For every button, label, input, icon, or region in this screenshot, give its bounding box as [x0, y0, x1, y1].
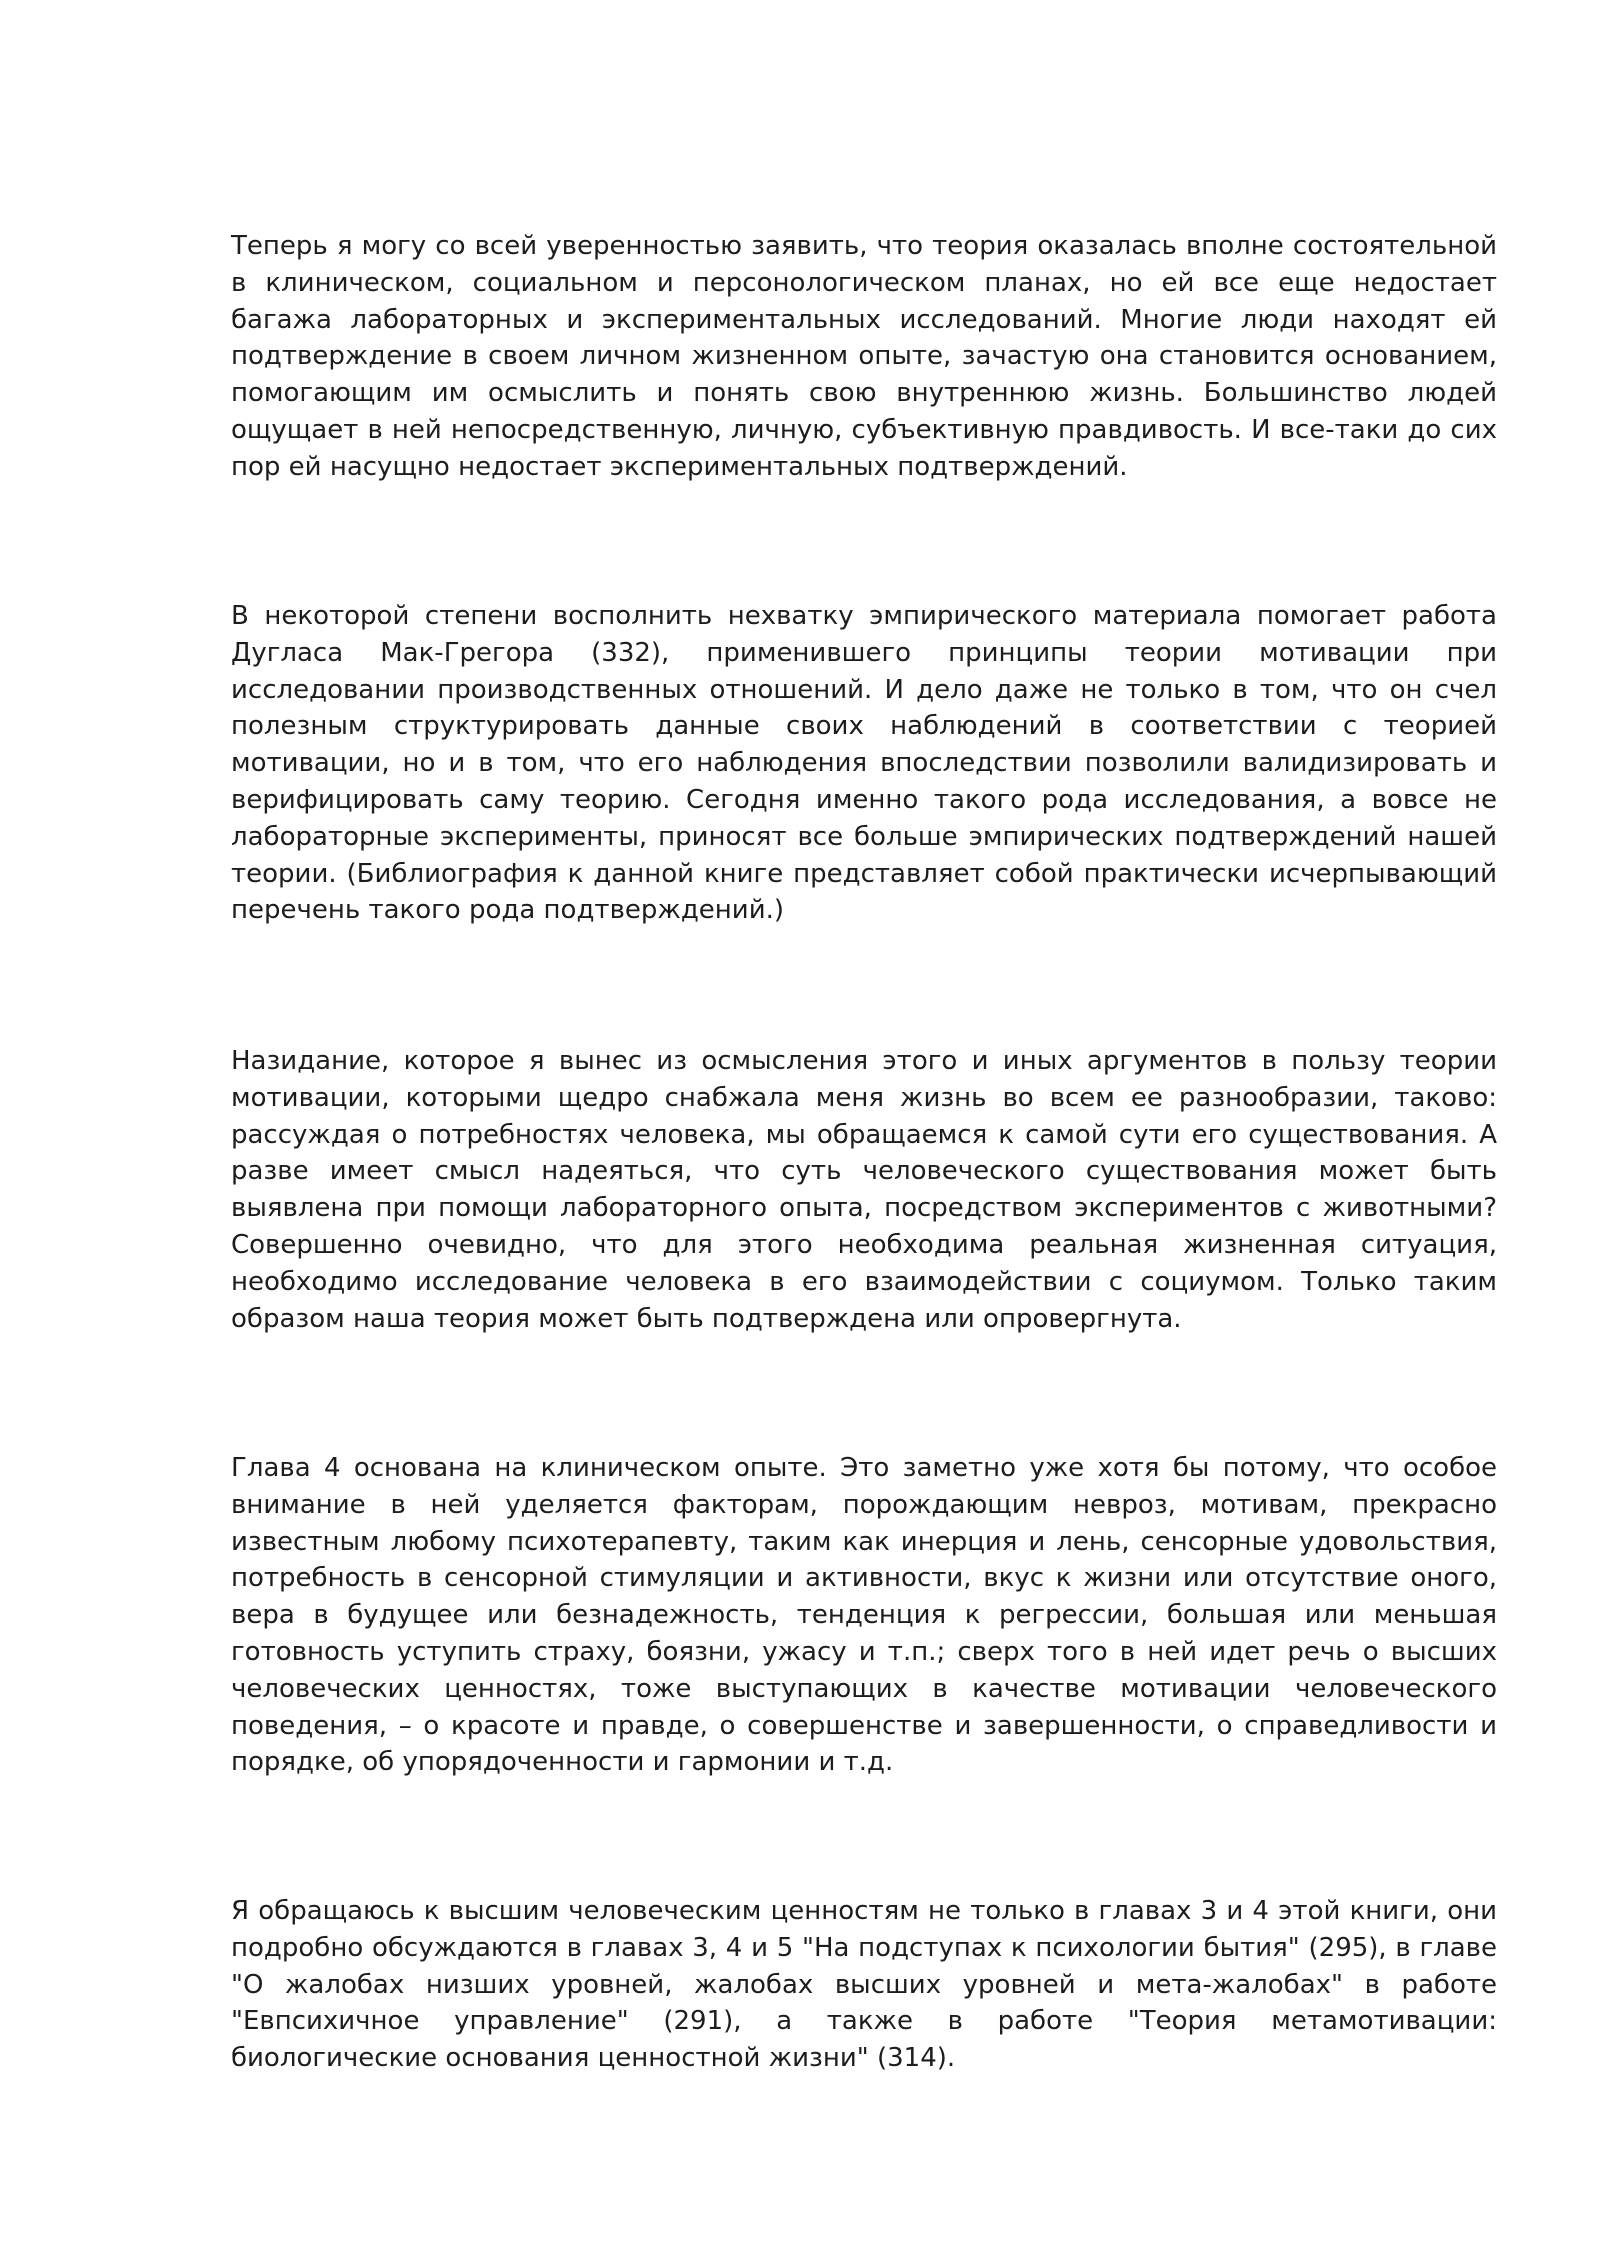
paragraph-4: Глава 4 основана на клиническом опыте. Это заметно уже хотя бы потому, что особое внимание в ней уделяется факторам, порождающим невроз, мотивам, прекрасно известным любому психотерапевту, таким как инерция и лень, сенсорные удовольствия, потребность в сенсорной стимуляции и активности, вкус к жизни или отсутствие оного, вера в будущее или безнадежность, тенденция к регрессии, большая или меньшая готовность уступить страху, боязни, ужасу и т.п.; сверх того в ней идет речь о высших человеческих ценностях, тоже выступающих в качестве мотивации человеческого поведения, – о красоте и правде, о совершенстве и завершенности, о справедливости и порядке, об упорядоченности и гармонии и т.д.	[231, 1453, 1497, 1778]
paragraph-5: Я обращаюсь к высшим человеческим ценностям не только в главах 3 и 4 этой книги, они подробно обсуждаются в главах 3, 4 и 5 "На подступах к психологии бытия" (295), в главе "О жалобах низших уровней, жалобах высших уровней и мета-жалобах" в работе "Евпсихичное управление" (291), а также в работе "Теория метамотивации: биологические основания ценностной жизни" (314).	[231, 1896, 1497, 2074]
paragraph-1: Теперь я могу со всей уверенностью заявить, что теория оказалась вполне состоятельной в клиническом, социальном и персонологическом планах, но ей все еще недостает багажа лабораторных и экспериментальных исследований. Многие люди находят ей подтверждение в своем личном жизненном опыте, зачастую она становится основанием, помогающим им осмыслить и понять свою внутреннюю жизнь. Большинство людей ощущает в ней непосредственную, личную, субъективную правдивость. И все-таки до сих пор ей насущно недостает экспериментальных подтверждений.	[231, 231, 1497, 482]
paragraph-2: В некоторой степени восполнить нехватку эмпирического материала помогает работа Дугласа Мак-Грегора (332), применившего принципы теории мотивации при исследовании производственных отношений. И дело даже не только в том, что он счел полезным структурировать данные своих наблюдений в соответствии с теорией мотивации, но и в том, что его наблюдения впоследствии позволили валидизировать и верифицировать саму теорию. Сегодня именно такого рода исследования, а вовсе не лабораторные эксперименты, приносят все больше эмпирических подтверждений нашей теории. (Библиография к данной книге представляет собой практически исчерпывающий перечень такого рода подтверждений.)	[231, 601, 1497, 926]
paragraph-3: Назидание, которое я вынес из осмысления этого и иных аргументов в пользу теории мотивации, которыми щедро снабжала меня жизнь во всем ее разнообразии, таково: рассуждая о потребностях человека, мы обращаемся к самой сути его существования. А разве имеет смысл надеяться, что суть человеческого существования может быть выявлена при помощи лабораторного опыта, посредством экспериментов с животными? Совершенно очевидно, что для этого необходима реальная жизненная ситуация, необходимо исследование человека в его взаимодействии с социумом. Только таким образом наша теория может быть подтверждена или опровергнута.	[231, 1046, 1497, 1334]
